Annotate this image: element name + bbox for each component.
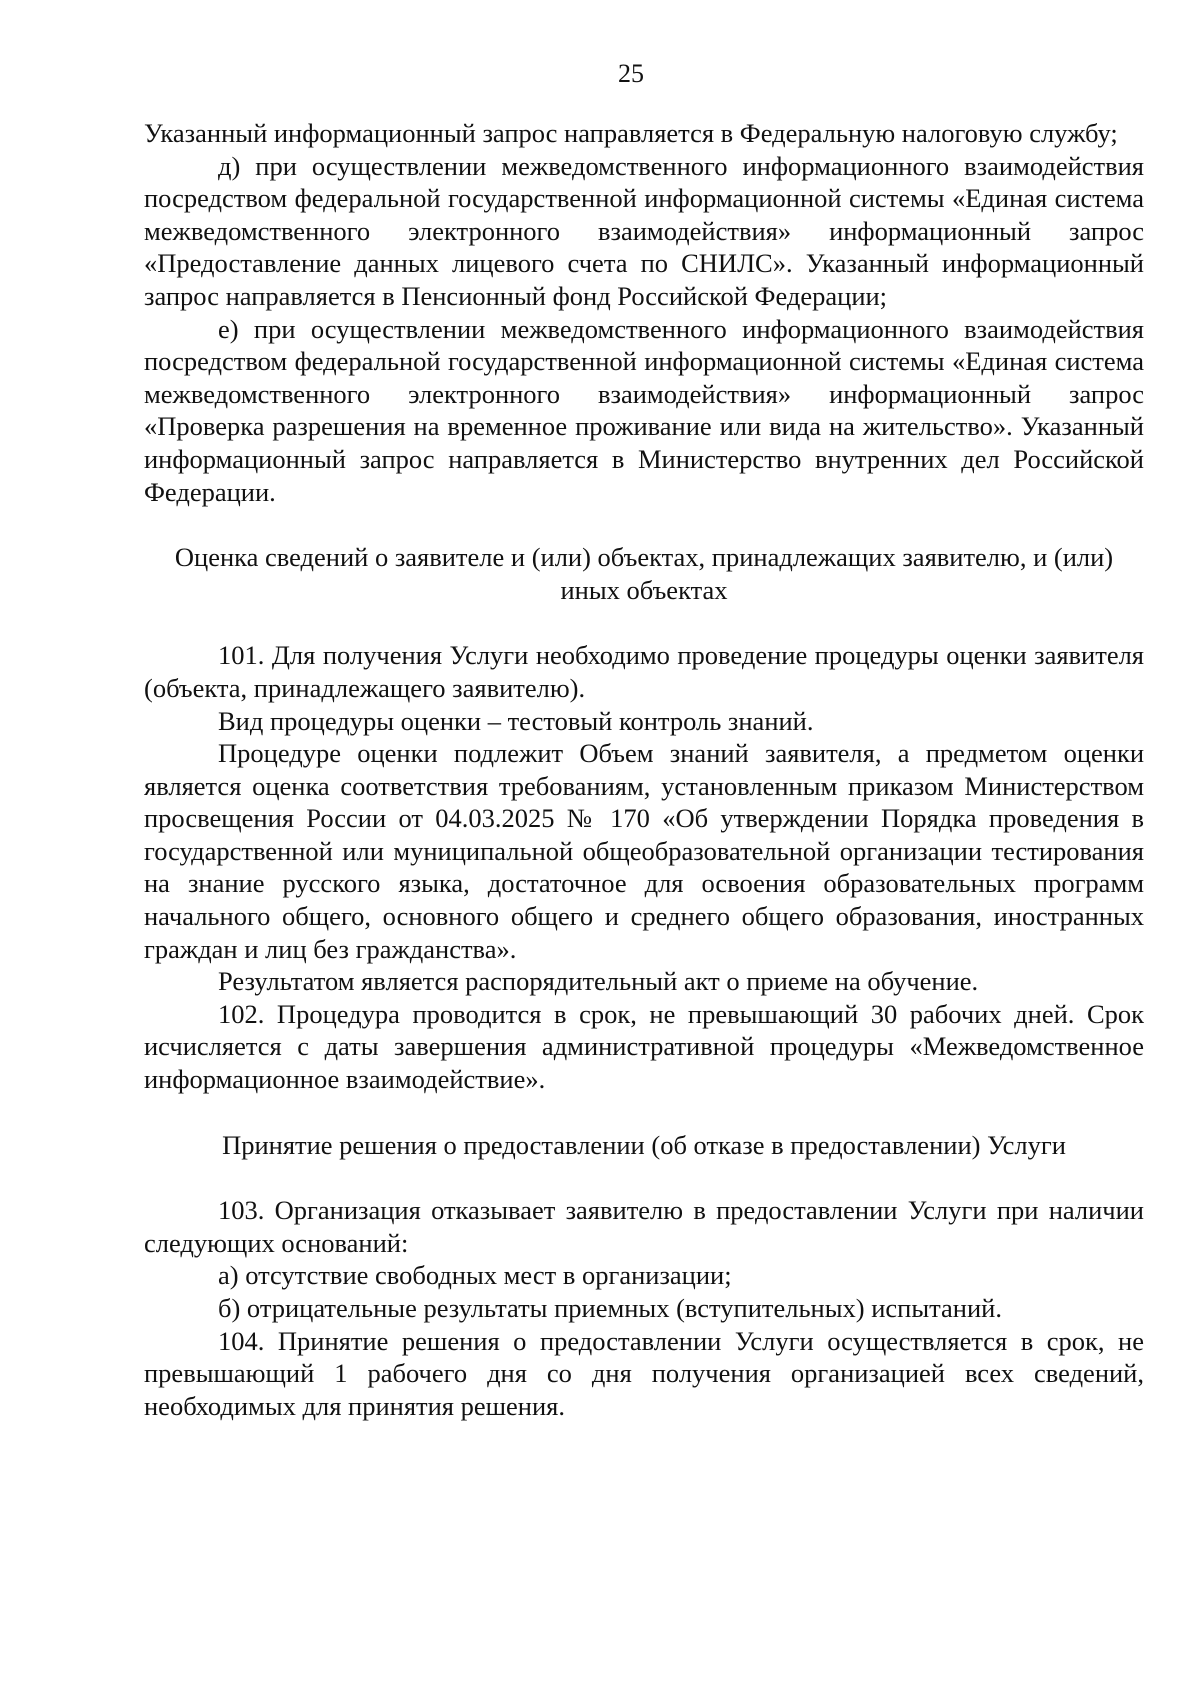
paragraph-102: 102. Процедура проводится в срок, не превышающий 30 рабочих дней. Срок исчисляется с даты завершения административной процедуры «Межведомственное информационное взаимодействие». (144, 998, 1144, 1095)
list-item-a: а) отсутствие свободных мест в организации; (218, 1260, 732, 1291)
paragraph: Результатом является распорядительный акт о приеме на обучение. (218, 966, 979, 997)
page-number: 25 (618, 59, 644, 88)
paragraph-item-d: д) при осуществлении межведомственного информационного взаимодействия посредством федеральной государственной информационной системы «Единая система межведомственного электронного взаимодействия» информационный запрос «Предоставление данных лицевого счета по СНИЛС». Указанный информационный запрос направляется в Пенсионный фонд Российской Федерации; (144, 150, 1144, 311)
paragraph: Процедуре оценки подлежит Объем знаний заявителя, а предметом оценки является оценка соответствия требованиям, установленным приказом Министерством просвещения России от 04.03.2025 № 170 «Об утверждении Порядка проведения в государственной или муниципальной общеобразовательной организации тестирования на знание русского языка, достаточное для освоения образовательных программ начального общего, основного общего и среднего общего образования, иностранных граждан и лиц без гражданства». (144, 738, 1144, 964)
document-body (144, 117, 1144, 1422)
paragraph: Указанный информационный запрос направляется в Федеральную налоговую службу; (144, 118, 1118, 148)
paragraph-103: 103. Организация отказывает заявителю в предоставлении Услуги при наличии следующих оснований: (144, 1195, 1144, 1258)
paragraph-101: 101. Для получения Услуги необходимо проведение процедуры оценки заявителя (объекта, принадлежащего заявителю). (144, 640, 1144, 703)
paragraph: Вид процедуры оценки – тестовый контроль знаний. (218, 705, 814, 736)
list-item-b: б) отрицательные результаты приемных (вступительных) испытаний. (218, 1293, 1002, 1323)
paragraph-104: 104. Принятие решения о предоставлении Услуги осуществляется в срок, не превышающий 1 рабочего дня со дня получения организацией всех сведений, необходимых для принятия решения. (144, 1325, 1144, 1421)
section-heading-assessment: Оценка сведений о заявителе и (или) объектах, принадлежащих заявителю, и (или) иных объектах (174, 542, 1114, 605)
section-heading-decision: Принятие решения о предоставлении (об отказе в предоставлении) Услуги (222, 1129, 1066, 1160)
paragraph-item-e: е) при осуществлении межведомственного информационного взаимодействия посредством федеральной государственной информационной системы «Единая система межведомственного электронного взаимодействия» информационный запрос «Проверка разрешения на временное проживание или вида на жительство». Указанный информационный запрос направляется в Министерство внутренних дел Российской Федерации. (144, 313, 1144, 507)
